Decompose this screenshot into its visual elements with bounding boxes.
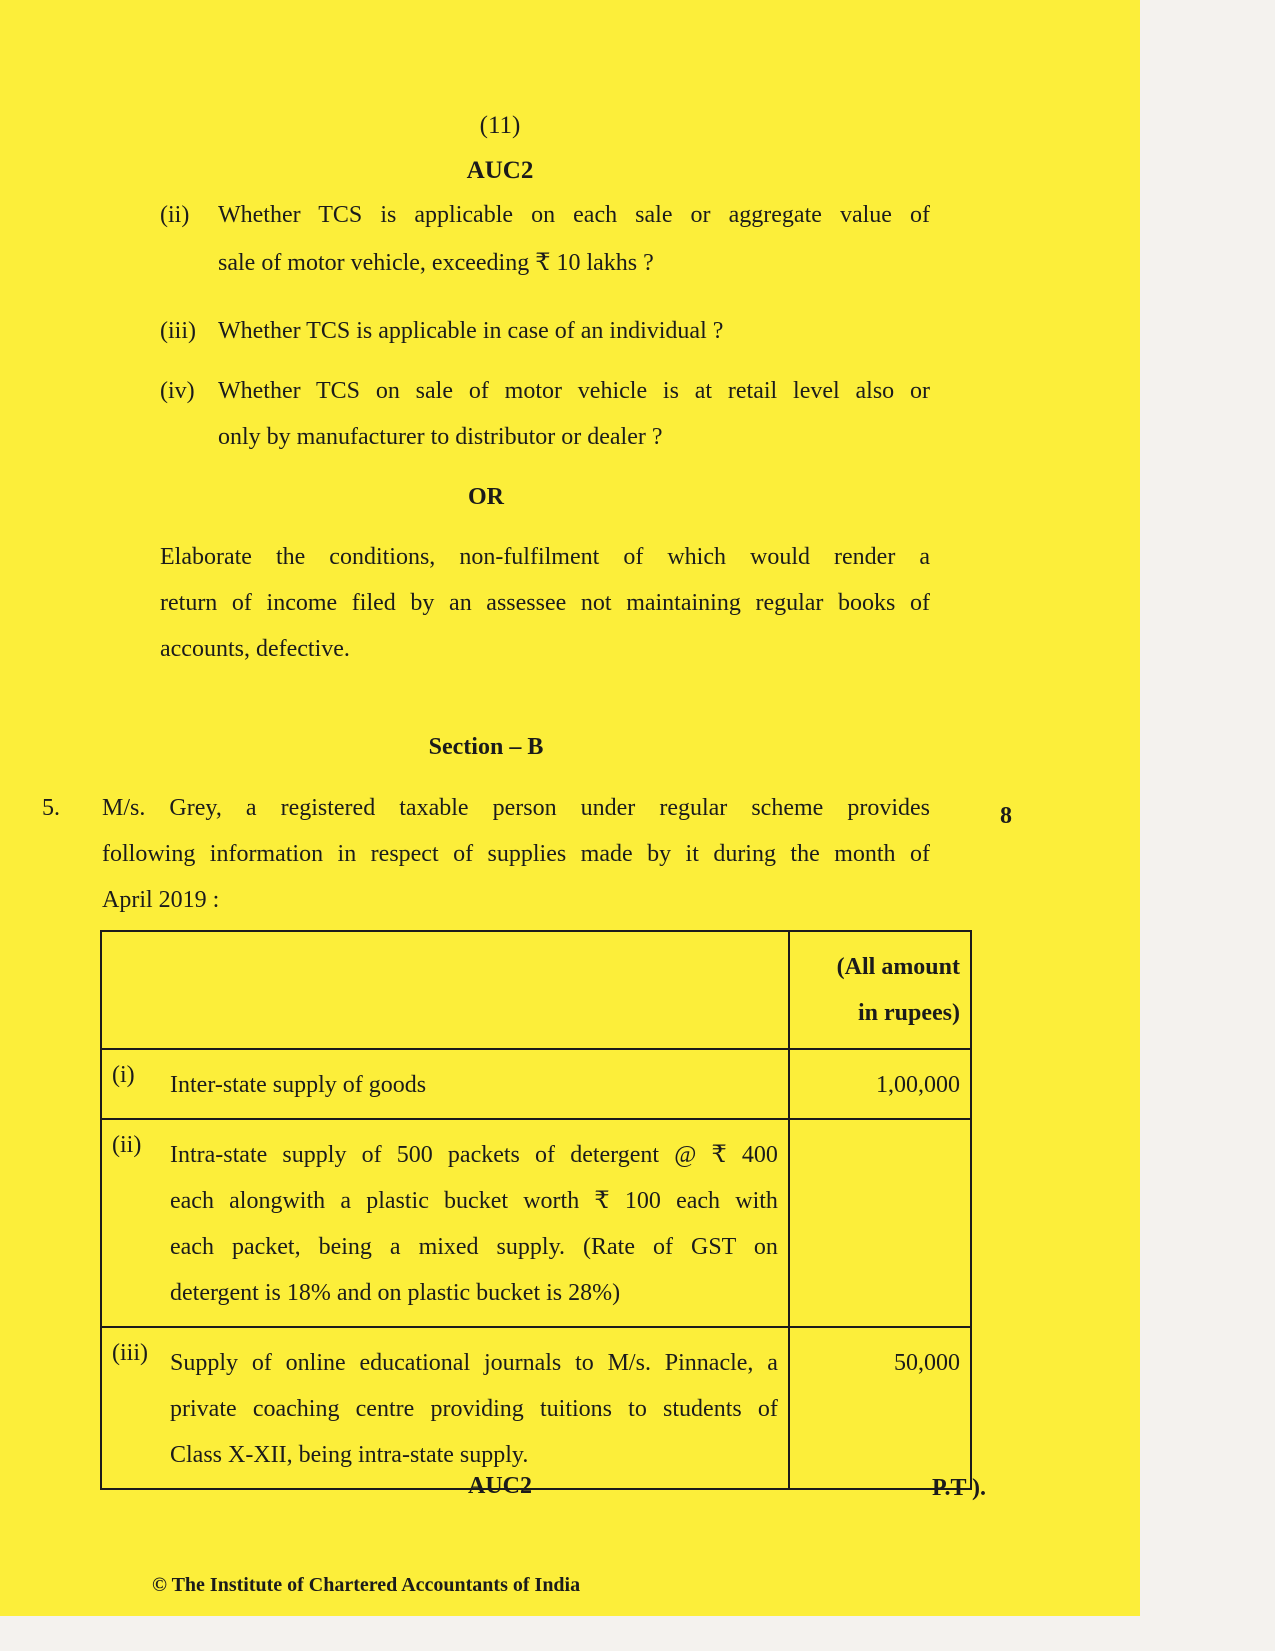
pto-label: P.T ). [932,1475,987,1501]
question-5-marks: 8 [1000,803,1012,829]
amount-header-line-2: in rupees) [858,1000,960,1026]
table-header-blank [101,931,789,1049]
paper-code: AUC2 [466,157,534,184]
row-text: Inter-state supply of goods [170,1072,427,1098]
row-text: Supply of online educational journals to M/s. Pinnacle, a [170,1350,778,1376]
table-row [101,1119,971,1327]
copyright-notice: © The Institute of Chartered Accountants of India [152,1574,581,1596]
alternative-line-3: accounts, defective. [160,636,350,662]
question-iv-number: (iv) [160,378,195,404]
question-iii-number: (iii) [160,318,196,344]
footer-paper-code: AUC2 [468,1473,532,1499]
alternative-line-2: return of income filed by an assessee not maintaining regular books of [160,590,930,616]
row-text: Intra-state supply of 500 packets of detergent @ ₹ 400 [170,1142,778,1168]
row-text: Class X-XII, being intra-state supply. [170,1442,529,1468]
question-ii-line-2: sale of motor vehicle, exceeding ₹ 10 lakhs ? [218,250,654,276]
question-5-line-1: M/s. Grey, a registered taxable person under regular scheme provides [102,795,930,821]
question-iv-line-2: only by manufacturer to distributor or dealer ? [218,424,663,450]
table-row [101,1049,971,1119]
question-iii-line-1: Whether TCS is applicable in case of an individual ? [218,318,724,344]
amount-header-line-1: (All amount [836,954,960,980]
row-text: private coaching centre providing tuitions to students of [170,1396,778,1422]
row-text: detergent is 18% and on plastic bucket is 28%) [170,1280,621,1306]
row-number: (iii) [112,1340,148,1366]
section-title: Section – B [428,734,544,760]
row-text: each alongwith a plastic bucket worth ₹ 100 each with [170,1188,778,1214]
question-5-line-2: following information in respect of supplies made by it during the month of [102,841,930,867]
row-amount [789,1119,971,1327]
row-number: (i) [112,1062,135,1088]
row-amount: 1,00,000 [789,1049,971,1119]
question-5-number: 5. [42,795,60,821]
row-number: (ii) [112,1132,142,1158]
row-text: each packet, being a mixed supply. (Rate of GST on [170,1234,778,1260]
or-label: OR [468,484,504,510]
question-5-line-3: April 2019 : [102,887,220,913]
amount-header [789,931,971,1049]
table-header-row [101,931,971,1049]
page-number: (11) [479,112,521,139]
table-row [101,1327,971,1489]
alternative-line-1: Elaborate the conditions, non-fulfilment of which would render a [160,544,930,570]
supplies-table [100,930,972,1490]
question-iv-line-1: Whether TCS on sale of motor vehicle is at retail level also or [218,378,930,404]
question-ii-number: (ii) [160,202,190,228]
question-ii-line-1: Whether TCS is applicable on each sale or aggregate value of [218,202,930,228]
row-amount: 50,000 [789,1327,971,1489]
